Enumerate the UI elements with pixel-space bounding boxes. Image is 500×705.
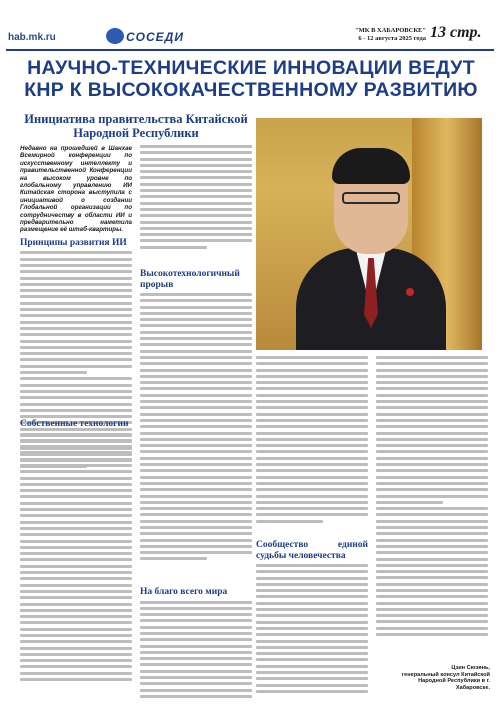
section-logo-icon <box>106 28 124 44</box>
masthead <box>6 4 494 52</box>
masthead-divider <box>6 49 494 51</box>
article-lead: Недавно на прошедшей в Шанхае Всемирной конференции по искусственному интеллекту и правительственной Конференции на высоком уровне по глобальному управлению ИИ Китайская сторона выступила с инициативой о создании Глобальной организации по сотрудничеству в области ИИ и предварительно наметила размещение её штаб-квартиры. <box>20 145 132 234</box>
column-1-lower <box>20 415 132 700</box>
article-subhead: Инициатива правительства Китайской Народной Республики <box>24 112 248 140</box>
signature-name: Цзин Сюэянь, <box>451 665 490 671</box>
section-heading-shared-future: Сообщество единой судьбы человечества <box>256 540 368 561</box>
section-heading-principles: Принципы развития ИИ <box>20 237 127 248</box>
section-logo: СОСЕДИ <box>126 30 184 44</box>
section-heading-own-tech: Собственные технологии <box>20 419 129 429</box>
article-signature <box>395 665 490 691</box>
article-headline: НАУЧНО-ТЕХНИЧЕСКИЕ ИННОВАЦИИ ВЕДУТ КНР К ВЫСОКОКАЧЕСТВЕННОМУ РАЗВИТИЮ <box>24 57 478 101</box>
signature-title: генеральный консул Китайской Народной Республики в г. Хабаровске. <box>401 671 490 691</box>
column-3 <box>256 356 368 700</box>
page-number: 13 стр. <box>430 24 482 41</box>
site-url[interactable]: hab.mk.ru <box>8 32 56 43</box>
column-4 <box>376 356 488 662</box>
column-2 <box>140 145 252 700</box>
issue-date: 6 - 12 августа 2025 года <box>358 35 426 42</box>
section-heading-global-good: На благо всего мира <box>140 587 228 597</box>
paper-info <box>336 27 426 43</box>
consul-portrait-photo <box>256 118 482 350</box>
paper-name: "МК В ХАБАРОВСКЕ" <box>354 27 426 34</box>
section-heading-hightech: Высокотехнологичный прорыв <box>140 269 240 290</box>
